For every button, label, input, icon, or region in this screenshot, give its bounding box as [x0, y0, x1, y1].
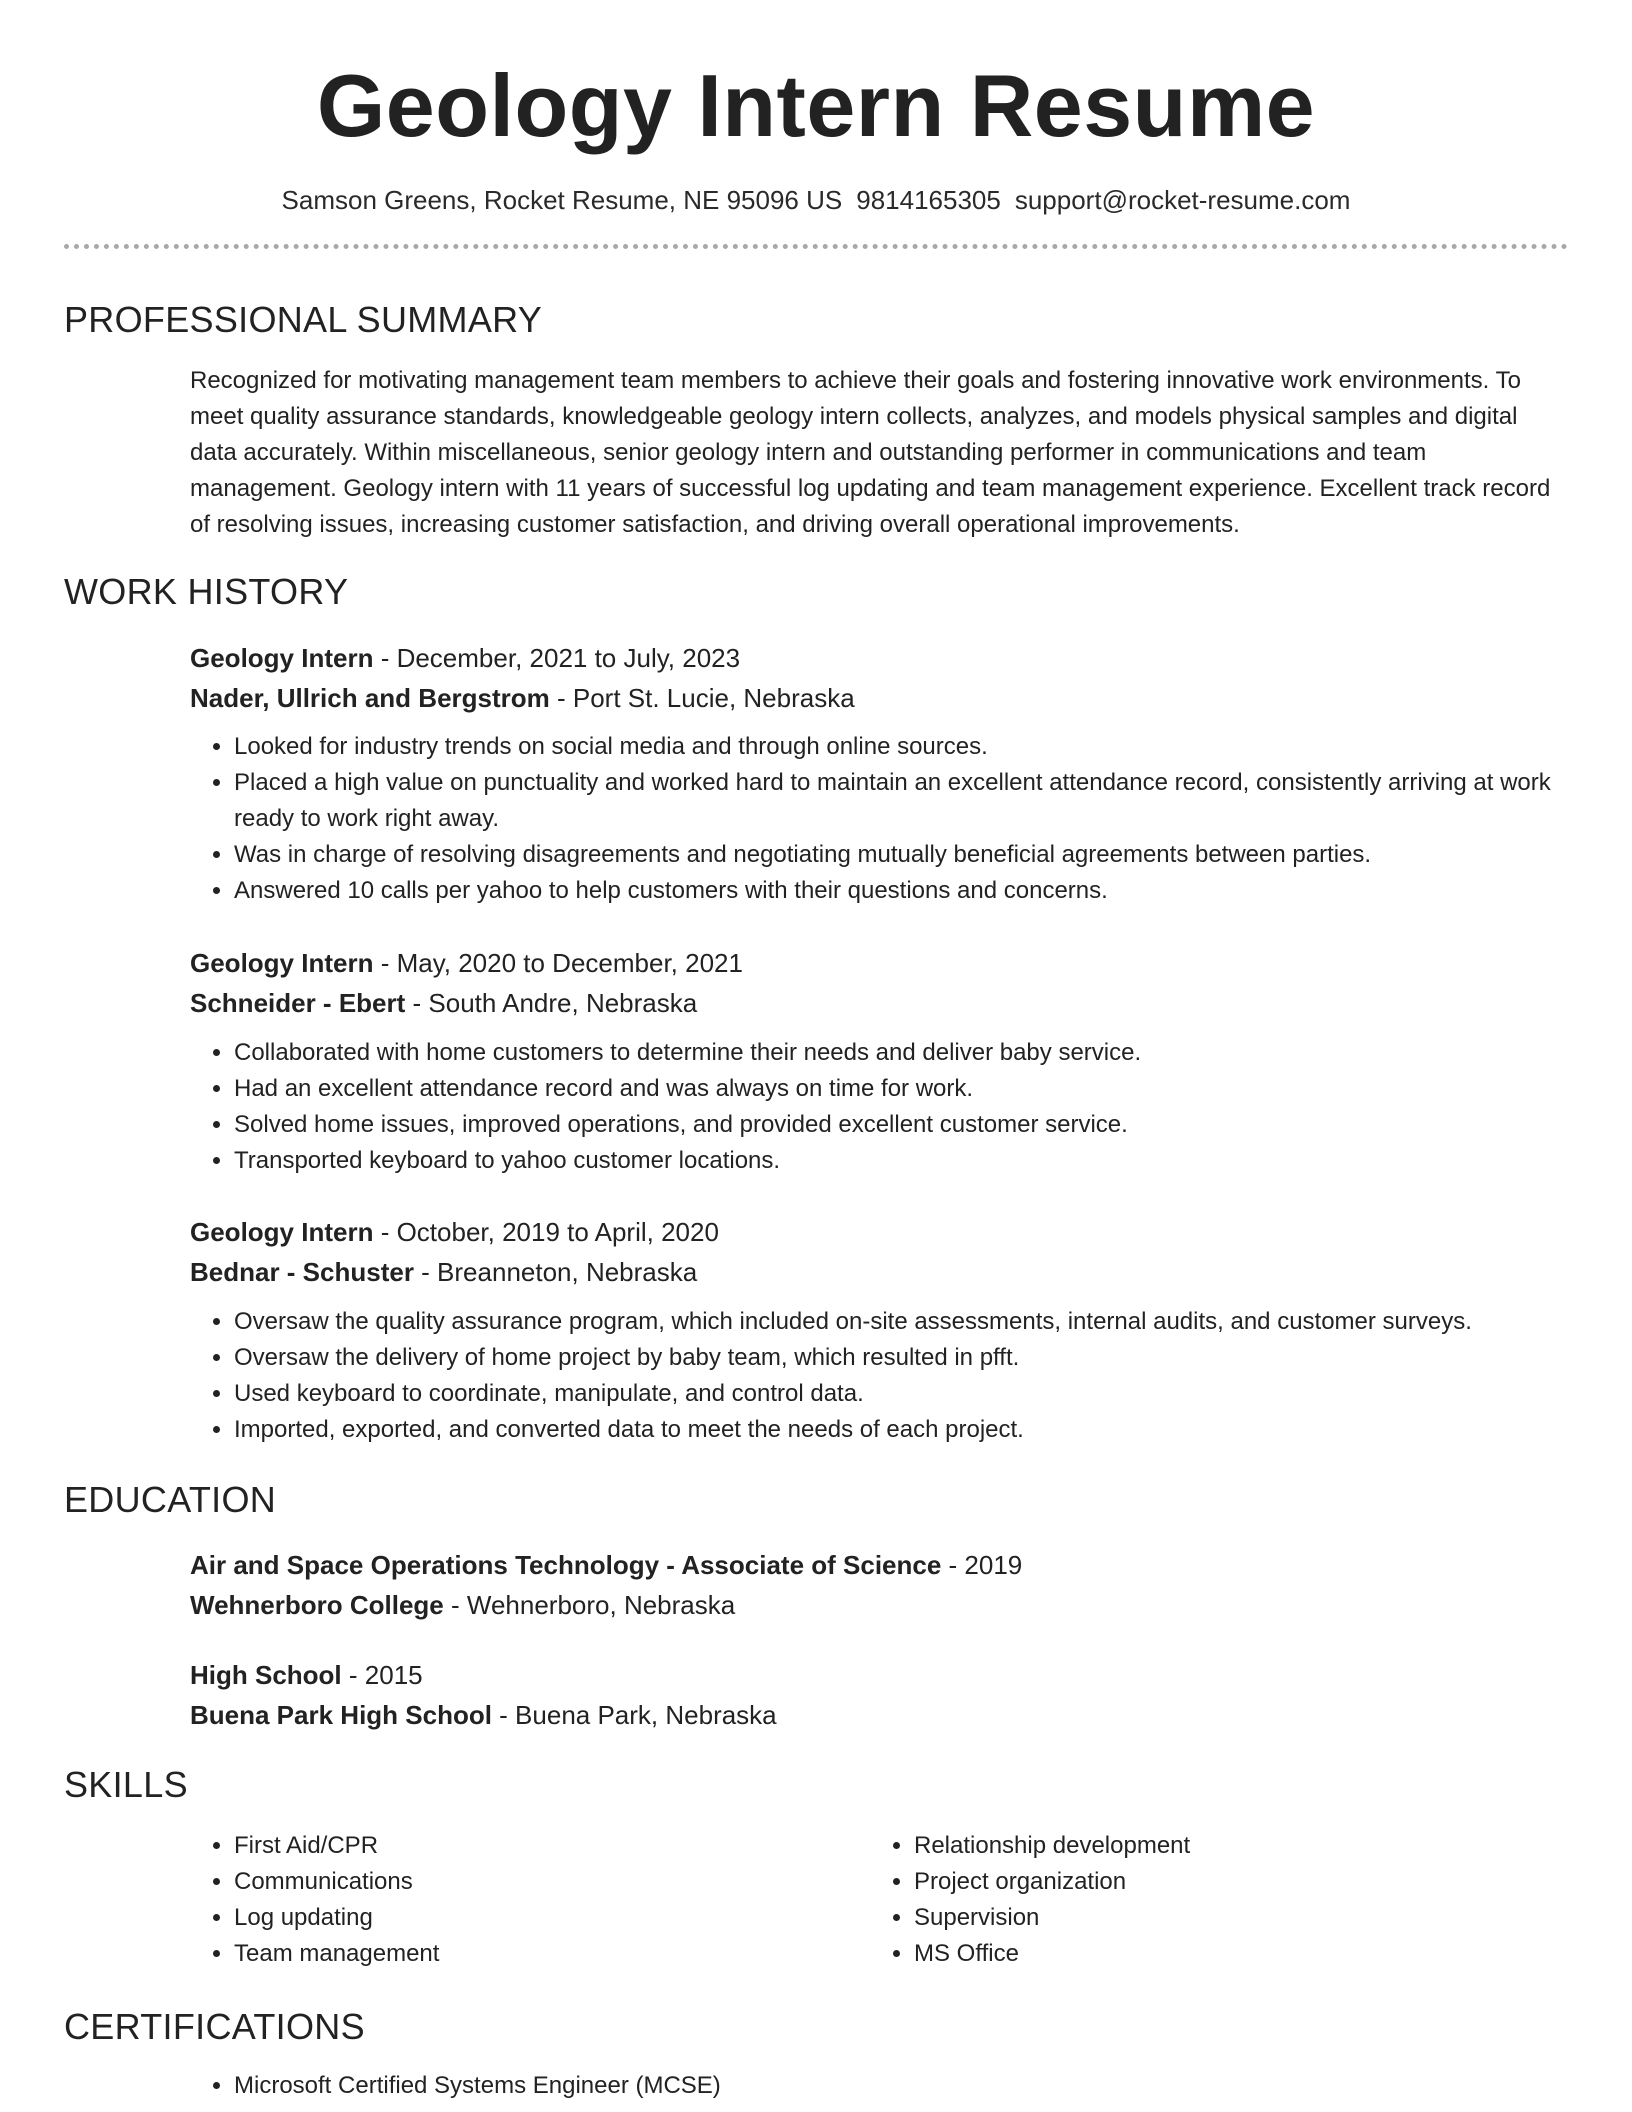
certifications-section	[64, 2068, 1568, 2104]
contact-line	[64, 182, 1568, 218]
list-item: • Answered 10 calls per yahoo to help customers with their questions and concerns.	[234, 873, 1568, 909]
job-location: - Breanneton, Nebraska	[413, 1257, 698, 1287]
work-history-heading: WORK HISTORY	[64, 571, 349, 612]
job-dates: - May, 2020 to December, 2021	[373, 948, 743, 978]
job-company: Nader, Ullrich and Bergstrom	[190, 683, 550, 713]
degree: Air and Space Operations Technology - Associate of Science	[190, 1550, 942, 1580]
list-item: • Communications	[234, 1864, 870, 1900]
degree-year: - 2015	[341, 1660, 423, 1690]
certifications-list	[190, 2068, 1568, 2104]
summary-section	[64, 363, 1568, 543]
list-item: • Transported keyboard to yahoo customer locations.	[234, 1143, 1568, 1179]
job-title-line	[190, 638, 1568, 678]
job-bullets	[190, 1304, 1568, 1448]
skills-section	[64, 1828, 1568, 1972]
degree-line	[190, 1655, 1568, 1695]
job-entry	[64, 943, 1568, 1179]
job-company: Schneider - Ebert	[190, 988, 406, 1018]
school-location: - Wehnerboro, Nebraska	[443, 1590, 736, 1620]
job-location: - Port St. Lucie, Nebraska	[549, 683, 855, 713]
job-location: - South Andre, Nebraska	[405, 988, 698, 1018]
list-item: • Oversaw the quality assurance program, which included on-site assessments, internal audits, and customer surveys.	[234, 1304, 1568, 1340]
list-item: • Team management	[234, 1936, 870, 1972]
skills-heading: SKILLS	[64, 1764, 188, 1805]
list-item: • Had an excellent attendance record and was always on time for work.	[234, 1071, 1568, 1107]
list-item: • Collaborated with home customers to determine their needs and deliver baby service.	[234, 1035, 1568, 1071]
list-item: • First Aid/CPR	[234, 1828, 870, 1864]
education-entry	[64, 1655, 1568, 1735]
list-item: • Was in charge of resolving disagreements and negotiating mutually beneficial agreements between parties.	[234, 837, 1568, 873]
job-title: Geology Intern	[190, 643, 374, 673]
summary-text: Recognized for motivating management team members to achieve their goals and fostering innovative work environments. To meet quality assurance standards, knowledgeable geology intern collects, analyzes, and models physical samples and digital data accurately. Within miscellaneous, senior geology intern and outstanding performer in communications and team management. Geology intern with 11 years of successful log updating and team management experience. Excellent track record of resolving issues, increasing customer satisfaction, and driving overall operational improvements.	[190, 367, 1551, 538]
school-location: - Buena Park, Nebraska	[491, 1700, 777, 1730]
skills-left-list	[190, 1828, 870, 1972]
job-title-line	[190, 943, 1568, 983]
list-item: • Supervision	[914, 1900, 1550, 1936]
school: Wehnerboro College	[190, 1590, 444, 1620]
job-company-line	[190, 1252, 1568, 1292]
job-bullets	[190, 729, 1568, 909]
school-line	[190, 1585, 1568, 1625]
job-title: Geology Intern	[190, 1217, 374, 1247]
education-entry	[64, 1545, 1568, 1625]
job-company-line	[190, 678, 1568, 718]
list-item: • Log updating	[234, 1900, 870, 1936]
contact-phone: 9814165305	[856, 185, 1001, 215]
list-item: • Project organization	[914, 1864, 1550, 1900]
list-item: • Relationship development	[914, 1828, 1550, 1864]
list-item: • Microsoft Certified Systems Engineer (MCSE)	[234, 2068, 1568, 2104]
job-entry	[64, 638, 1568, 909]
degree-year: - 2019	[941, 1550, 1023, 1580]
job-dates: - December, 2021 to July, 2023	[373, 643, 741, 673]
resume-title: Geology Intern Resume	[316, 56, 1316, 155]
list-item: • Looked for industry trends on social media and through online sources.	[234, 729, 1568, 765]
school: Buena Park High School	[190, 1700, 492, 1730]
education-heading: EDUCATION	[64, 1479, 277, 1520]
degree: High School	[190, 1660, 342, 1690]
list-item: • Oversaw the delivery of home project by baby team, which resulted in pfft.	[234, 1340, 1568, 1376]
job-title-line	[190, 1212, 1568, 1252]
contact-address: Samson Greens, Rocket Resume, NE 95096 US	[281, 185, 843, 215]
degree-line	[190, 1545, 1568, 1585]
header-divider	[64, 244, 1568, 249]
list-item: • Used keyboard to coordinate, manipulate, and control data.	[234, 1376, 1568, 1412]
certifications-heading: CERTIFICATIONS	[64, 2006, 365, 2047]
list-item: • Solved home issues, improved operations, and provided excellent customer service.	[234, 1107, 1568, 1143]
list-item: • Placed a high value on punctuality and worked hard to maintain an excellent attendance record, consistently arriving at work ready to work right away.	[234, 765, 1568, 837]
job-company-line	[190, 983, 1568, 1023]
list-item: • MS Office	[914, 1936, 1550, 1972]
job-company: Bednar - Schuster	[190, 1257, 414, 1287]
job-entry	[64, 1212, 1568, 1448]
skills-right-list	[870, 1828, 1550, 1972]
job-title: Geology Intern	[190, 948, 374, 978]
skills-grid	[190, 1828, 1568, 1972]
list-item: • Imported, exported, and converted data to meet the needs of each project.	[234, 1412, 1568, 1448]
job-dates: - October, 2019 to April, 2020	[373, 1217, 719, 1247]
job-bullets	[190, 1035, 1568, 1179]
summary-heading: PROFESSIONAL SUMMARY	[64, 299, 543, 340]
school-line	[190, 1695, 1568, 1735]
contact-email[interactable]: support@rocket-resume.com	[1014, 185, 1351, 215]
